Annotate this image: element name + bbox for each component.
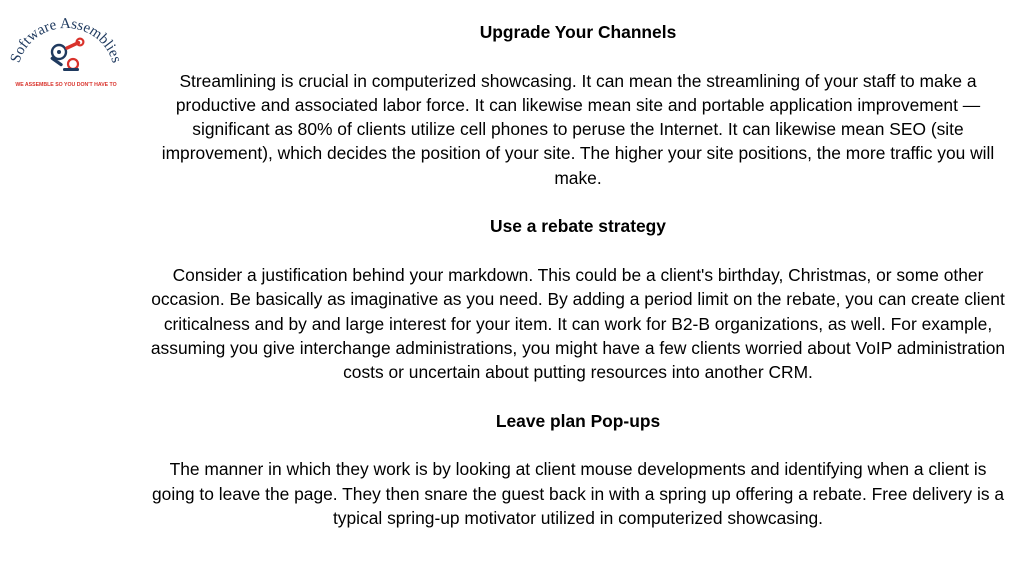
logo-arc-text: Software Assemblies xyxy=(7,15,125,65)
section-body-rebate: Consider a justification behind your markdown. This could be a client's birthday, Christmas, or some other occasion. Be basically as imaginative as you need. By adding a period limit on the rebate, you can create client criticalness and by and large interest for your item. It can work for B2-B organizations, as well. For example, assuming you give interchange administrations, you might have a few clients worried about VoIP administration costs or uncertain about putting resources into another CRM. xyxy=(150,264,1006,383)
section-heading-popups: Leave plan Pop-ups xyxy=(495,410,661,431)
section-heading-channels: Upgrade Your Channels xyxy=(479,22,677,42)
section-heading-rebate: Use a rebate strategy xyxy=(490,216,666,237)
gear-wrench-emblem xyxy=(50,39,83,71)
company-logo xyxy=(4,4,128,100)
logo-tagline: WE ASSEMBLE SO YOU DON'T HAVE TO xyxy=(15,82,117,88)
article-body xyxy=(146,20,1010,530)
section-body-channels: Streamlining is crucial in computerized showcasing. It can mean the streamlining of your staff to make a productive and associated labor force. It can likewise mean site and portable application improvement — significant as 80% of clients utilize cell phones to peruse the Internet. It can likewise mean SEO (site improvement), which decides the position of your site. The higher your site positions, the more traffic you will make. xyxy=(161,70,995,188)
section-body-popups: The manner in which they work is by looking at client mouse developments and identifying when a client is going to leave the page. They then snare the guest back in with a spring up offering a rebate. Free delivery is a typical spring-up motivator utilized in computerized showcasing. xyxy=(151,459,1005,528)
